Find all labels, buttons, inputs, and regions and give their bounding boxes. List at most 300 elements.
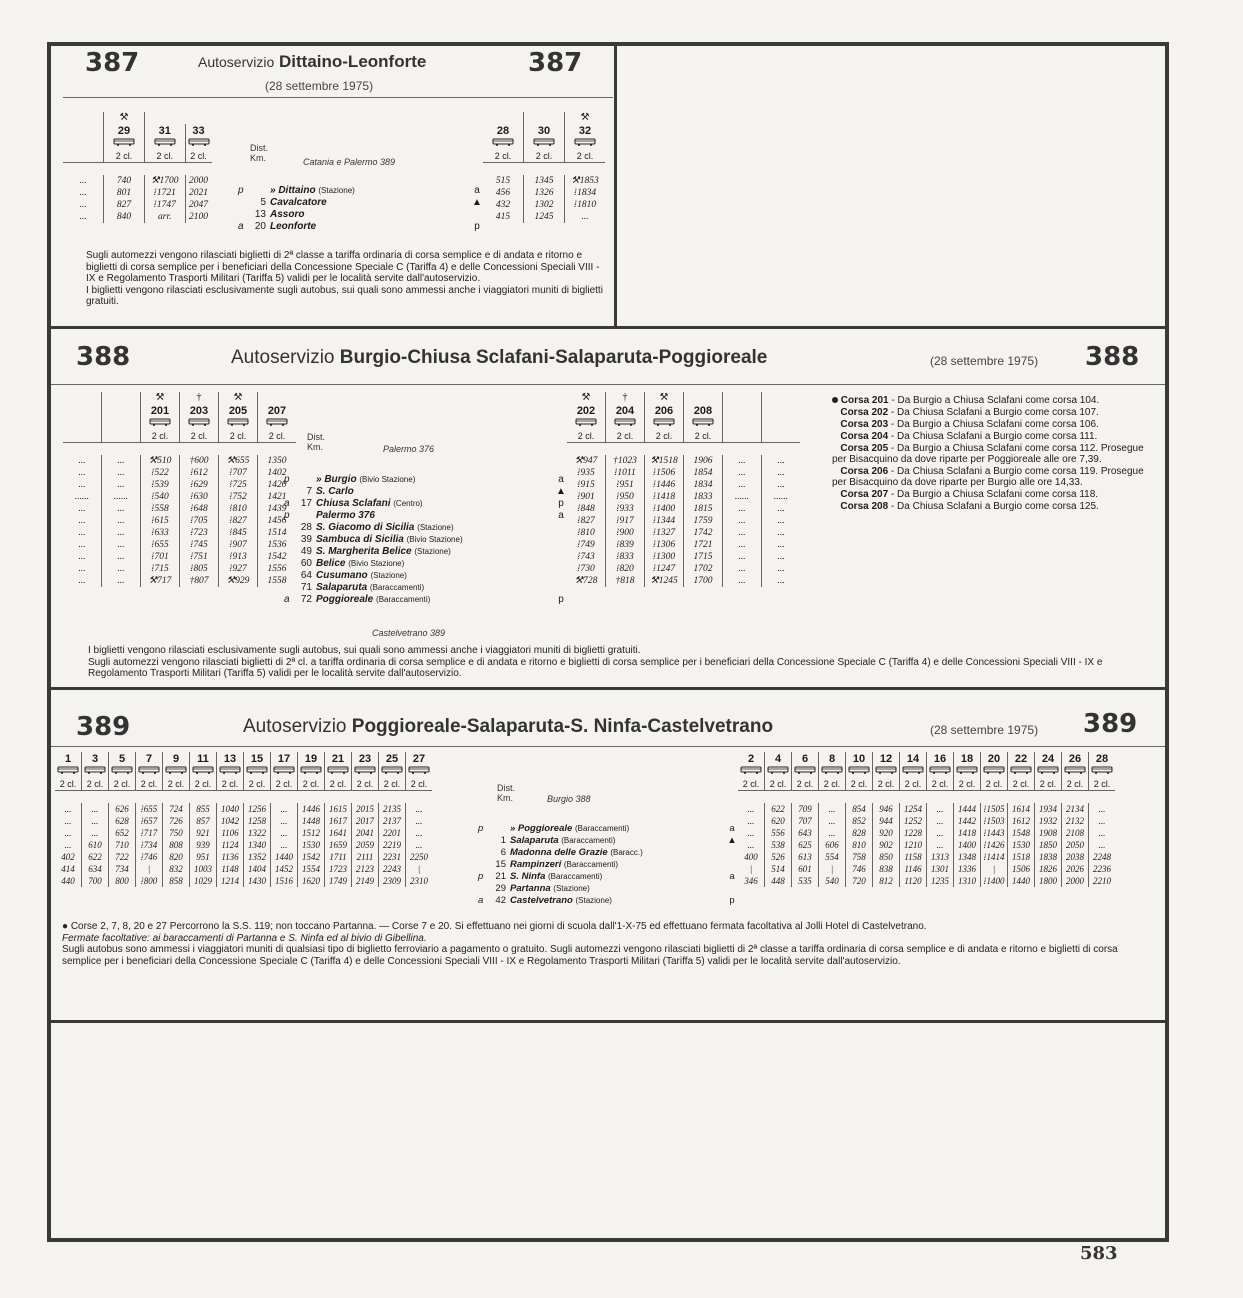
t387-left-num-1: 29 — [104, 124, 145, 138]
t389-left-cell: 750 — [163, 827, 190, 839]
bus-icon — [57, 766, 79, 774]
t389-left-cell: 820 — [163, 851, 190, 863]
t388-right-cell: ... — [723, 527, 762, 539]
date-389: (28 settembre 1975) — [930, 723, 1039, 737]
bus-icon — [217, 766, 244, 778]
t389-left-cell: ... — [64, 828, 72, 838]
t387-right-cell: 515 — [495, 176, 511, 186]
t389-right-class-12: 2 cl. — [1062, 778, 1089, 791]
bus-icon — [273, 766, 295, 774]
t388-left-cell: ⁞655 — [141, 539, 180, 551]
page-frame — [47, 42, 1169, 1242]
bus-icon — [792, 766, 819, 778]
bus-icon — [82, 766, 109, 778]
bus-icon — [185, 138, 212, 150]
t389-right-cell: 643 — [792, 827, 819, 839]
table-row — [567, 455, 800, 467]
bus-icon — [188, 138, 210, 146]
timetable-387-return — [483, 112, 605, 223]
t389-right-cell: 526 — [765, 851, 792, 863]
bus-icon — [653, 418, 675, 426]
t388-right-cell: 1715 — [684, 551, 723, 563]
t389-right-num-1: 4 — [765, 752, 792, 766]
t389-right-cell: ... — [1089, 815, 1116, 827]
t388-right-cell: ... — [762, 467, 801, 479]
t388-right-cell: ⁞1300 — [645, 551, 684, 563]
t388-right-cell: ⁞1011 — [606, 467, 645, 479]
bus-icon — [533, 138, 555, 146]
station-row: 6 Madonna delle Grazie (Baracc.) — [500, 847, 643, 858]
t389-right-cell: 1838 — [1035, 851, 1062, 863]
t389-right-cell: 2132 — [1062, 815, 1089, 827]
t389-left-cell: 652 — [109, 827, 136, 839]
t389-left-cell: 1620 — [298, 875, 325, 887]
t389-left-class-4: 2 cl. — [163, 778, 190, 791]
t389-right-cell: 601 — [792, 863, 819, 875]
t388-left-cell: ⁞723 — [180, 527, 219, 539]
t388-left-cell: ⁞927 — [219, 563, 258, 575]
t389-left-cell: ⁞800 — [136, 875, 163, 887]
t388-left-cell: †600 — [180, 455, 219, 467]
table-row — [738, 815, 1115, 827]
t388-right-cell: ... — [762, 539, 801, 551]
t389-left-cell: 622 — [82, 851, 109, 863]
t388-left-sym-1 — [102, 392, 141, 404]
table-row — [483, 175, 605, 187]
t389-left-cell: 1542 — [298, 851, 325, 863]
t389-right-cell: | — [981, 863, 1008, 875]
notes-387 — [86, 250, 611, 308]
station-name: Castelvetrano — [510, 895, 573, 906]
table-number-388-left: 388 — [76, 342, 131, 372]
bus-icon — [900, 766, 927, 778]
t389-left-class-7: 2 cl. — [244, 778, 271, 791]
t389-right-cell: ⁞1414 — [981, 851, 1008, 863]
station-name: Assoro — [270, 209, 305, 220]
t388-left-cell: ⁞558 — [141, 503, 180, 515]
table-row — [738, 851, 1115, 863]
t388-right-cell: ... — [723, 575, 762, 587]
t389-left-cell: 628 — [109, 815, 136, 827]
t388-right-cell: ⁞1418 — [645, 491, 684, 503]
bus-icon — [192, 766, 214, 774]
t387-left-cell: ⚒1700 — [145, 175, 186, 187]
t389-right-cell: 1228 — [900, 827, 927, 839]
t387-right-cell: ... — [565, 211, 606, 223]
t388-right-cell: ⁞933 — [606, 503, 645, 515]
bus-icon — [258, 418, 297, 430]
t389-left-cell: 1042 — [217, 815, 244, 827]
t388-left-cell: ⁞630 — [180, 491, 219, 503]
t388-right-cell: ... — [762, 515, 801, 527]
t388-left-cell: 1536 — [258, 539, 297, 551]
rule-389 — [51, 746, 1165, 747]
t389-right-cell: 538 — [765, 839, 792, 851]
bus-icon — [244, 766, 271, 778]
t389-right-num-9: 20 — [981, 752, 1008, 766]
table-row — [55, 863, 432, 875]
t389-left-num-10: 21 — [325, 752, 352, 766]
station-name: Salaparuta — [316, 582, 368, 593]
timetable-389-return — [738, 752, 1115, 887]
t388-left-cell: ⁞633 — [141, 527, 180, 539]
t389-right-num-11: 24 — [1035, 752, 1062, 766]
t389-left-cell: 2219 — [379, 839, 406, 851]
station-row: p » Poggioreale (Baraccamenti) a — [478, 823, 735, 834]
t389-left-cell: 1749 — [325, 875, 352, 887]
station-name: » Poggioreale — [510, 823, 573, 834]
bus-icon — [188, 418, 210, 426]
stations-387 — [238, 185, 483, 233]
t389-right-cell: 812 — [873, 875, 900, 887]
t387-right-cell: 1302 — [524, 199, 565, 211]
table-row — [567, 503, 800, 515]
connection-388-bottom: Castelvetrano 389 — [372, 628, 446, 638]
t388-left-cell: ⁞725 — [219, 479, 258, 491]
bus-icon — [1064, 766, 1086, 774]
t388-right-num-1: 204 — [606, 404, 645, 418]
t389-right-cell: 622 — [765, 803, 792, 815]
table-row — [567, 527, 800, 539]
t389-right-cell: ... — [927, 827, 954, 839]
t389-right-cell: 1934 — [1035, 803, 1062, 815]
t388-right-cell: ⚒947 — [574, 456, 598, 466]
t389-left-cell: 832 — [163, 863, 190, 875]
t388-left-cell: ...... — [74, 492, 90, 502]
table-row — [567, 515, 800, 527]
t387-left-num-3: 33 — [185, 124, 212, 138]
t388-left-cell: ⁞540 — [141, 491, 180, 503]
bus-icon — [84, 766, 106, 774]
t389-left-num-6: 13 — [217, 752, 244, 766]
t387-left-class-0 — [63, 150, 104, 163]
date-388: (28 settembre 1975) — [930, 354, 1039, 368]
t389-left-cell: 857 — [190, 815, 217, 827]
bus-icon — [983, 766, 1005, 774]
bus-icon — [266, 418, 288, 426]
t389-right-cell: 556 — [765, 827, 792, 839]
t389-left-class-10: 2 cl. — [325, 778, 352, 791]
t389-right-cell: ... — [1089, 827, 1116, 839]
t388-left-cell: ⁞629 — [180, 479, 219, 491]
t388-left-class-5: 2 cl. — [258, 430, 297, 443]
t388-left-cell: 1542 — [258, 551, 297, 563]
connection-388: Palermo 376 — [383, 444, 435, 454]
station-row: 7 S. Carlo ▲ — [306, 486, 566, 497]
t389-right-cell: 1800 — [1035, 875, 1062, 887]
t389-right-cell: 1336 — [954, 863, 981, 875]
stations-389 — [478, 823, 738, 907]
t388-left-cell: ⁞752 — [219, 491, 258, 503]
t389-left-cell: ... — [271, 803, 298, 815]
t389-left-cell: 2309 — [379, 875, 406, 887]
t389-left-cell: | — [136, 863, 163, 875]
t387-left-class-2: 2 cl. — [145, 150, 186, 163]
t389-right-cell: 1612 — [1008, 815, 1035, 827]
separator-387-388 — [51, 326, 1165, 329]
t389-right-class-4: 2 cl. — [846, 778, 873, 791]
bus-icon — [1035, 766, 1062, 778]
table-row — [63, 467, 296, 479]
bus-icon — [227, 418, 249, 426]
t389-right-cell: 1400 — [954, 839, 981, 851]
table-row — [63, 199, 212, 211]
t388-left-cell: ... — [78, 516, 86, 526]
t388-left-cell: ... — [102, 479, 141, 491]
t389-left-cell: 726 — [163, 815, 190, 827]
bus-icon — [575, 418, 597, 426]
connection-387: Catania e Palermo 389 — [303, 157, 396, 167]
t389-left-num-7: 15 — [244, 752, 271, 766]
t388-right-cell: ⁞1247 — [645, 563, 684, 575]
t389-right-cell: 1210 — [900, 839, 927, 851]
station-row: 49 S. Margherita Belice (Stazione) — [300, 546, 451, 557]
t389-left-cell: 1430 — [244, 875, 271, 887]
t389-right-class-3: 2 cl. — [819, 778, 846, 791]
t389-left-cell: 1003 — [190, 863, 217, 875]
t389-right-cell: ... — [1089, 803, 1116, 815]
t387-left-cell: 827 — [104, 199, 145, 211]
bus-icon — [300, 766, 322, 774]
t389-left-cell: 2250 — [406, 851, 433, 863]
t389-right-num-13: 28 — [1089, 752, 1116, 766]
table-row — [55, 827, 432, 839]
t389-left-num-12: 25 — [379, 752, 406, 766]
t388-right-cell: ⁞1446 — [645, 479, 684, 491]
station-name: Poggioreale — [316, 594, 374, 605]
t389-right-cell: ... — [747, 828, 755, 838]
t387-right-cell: 1326 — [524, 187, 565, 199]
bus-icon — [1062, 766, 1089, 778]
t389-right-cell: 1120 — [900, 875, 927, 887]
t389-left-num-0: 1 — [64, 753, 72, 765]
table-row — [567, 551, 800, 563]
table-number-387-right: 387 — [528, 48, 583, 78]
t388-right-cell: ⁞1306 — [645, 539, 684, 551]
dist-header-388: Dist. Km. — [307, 432, 325, 452]
station-row: p » Burgio (Bivio Stazione) a — [284, 474, 564, 485]
t388-left-cell: ⁞810 — [219, 503, 258, 515]
bus-icon — [567, 418, 606, 430]
t388-right-cell: ⁞901 — [577, 492, 595, 502]
t388-right-cell: ⁞915 — [577, 480, 595, 490]
corsa-note: Corsa 203 - Da Burgio a Chiusa Sclafani come corsa 106. — [840, 419, 1099, 430]
t388-right-cell: ⁞935 — [577, 468, 595, 478]
bus-icon — [723, 418, 762, 430]
t389-left-cell: 1723 — [325, 863, 352, 875]
note-389-1: ● Corse 2, 7, 8, 20 e 27 Percorrono la S.S. 119; non toccano Partanna. — Corse 7 e 20. Si effettuano nei giorni di scuola dall'1-X-75 ed effettuano fermata facoltativa al Jolli Hotel di Castelvetrano. — [62, 921, 927, 932]
t389-left-cell: 2243 — [379, 863, 406, 875]
bus-icon — [354, 766, 376, 774]
t388-left-cell: 1514 — [258, 527, 297, 539]
table-row — [55, 875, 432, 887]
t389-right-cell: 2000 — [1062, 875, 1089, 887]
t387-right-cell: 1345 — [524, 175, 565, 187]
t388-left-cell: 1421 — [258, 491, 297, 503]
t389-right-cell: ⁞1400 — [981, 875, 1008, 887]
table-row — [63, 527, 296, 539]
t389-left-class-9: 2 cl. — [298, 778, 325, 791]
t389-left-cell: 800 — [109, 875, 136, 887]
bus-icon — [927, 766, 954, 778]
t387-left-num-2: 31 — [145, 124, 186, 138]
table-row — [63, 187, 212, 199]
t387-right-class-2: 2 cl. — [565, 150, 606, 163]
t388-right-cell: ⁞730 — [577, 564, 595, 574]
bus-icon — [136, 766, 163, 778]
t389-right-cell: 758 — [846, 851, 873, 863]
bus-icon — [981, 766, 1008, 778]
table-row — [738, 863, 1115, 875]
t388-left-cell: ⁞913 — [219, 551, 258, 563]
table-row — [63, 503, 296, 515]
notes-389 — [62, 921, 1157, 967]
bus-icon — [645, 418, 684, 430]
bus-icon — [929, 766, 951, 774]
t388-right-class-4 — [723, 430, 762, 443]
t388-right-num-3: 208 — [684, 404, 723, 418]
bus-icon — [762, 418, 801, 430]
note-387-1: Sugli automezzi vengono rilasciati biglietti di 2ª classe a tariffa ordinaria di corsa semplice e di andata e ritorno e biglietti di corsa semplice per i beneficiari della Concessione Speciale C (Tariffa 4) e delle Concessioni Speciali VIII - IX e Regolamento Trasporti Militari (Tariffa 5) validi per le località servite dall'autoservizio. — [86, 250, 600, 284]
t387-right-cell: 432 — [495, 200, 511, 210]
t388-left-cell: ... — [78, 564, 86, 574]
bus-icon — [821, 766, 843, 774]
t388-right-cell: ... — [762, 551, 801, 563]
t388-right-cell: ⁞749 — [577, 540, 595, 550]
t389-right-cell: 620 — [765, 815, 792, 827]
table-row — [567, 467, 800, 479]
t388-left-cell: ⁞705 — [180, 515, 219, 527]
station-name: Palermo 376 — [316, 510, 375, 521]
t388-left-cell: ... — [102, 527, 141, 539]
t388-right-num-2: 206 — [645, 404, 684, 418]
t388-right-cell: 1742 — [684, 527, 723, 539]
bus-icon — [565, 138, 606, 150]
table-row — [483, 211, 605, 223]
bus-icon — [408, 766, 430, 774]
station-name: » Burgio — [316, 474, 357, 485]
t388-right-cell: ... — [723, 551, 762, 563]
t388-left-cell: ... — [102, 551, 141, 563]
table-row — [55, 815, 432, 827]
t389-left-cell: 1615 — [325, 803, 352, 815]
t388-left-cell: ... — [78, 540, 86, 550]
t388-left-cell: ⁞827 — [219, 515, 258, 527]
t388-right-num-0: 202 — [576, 405, 596, 417]
t387-right-num-2: 32 — [565, 124, 606, 138]
station-row: 71 Salaparuta (Baraccamenti) — [300, 582, 425, 593]
t389-left-cell: ... — [406, 815, 433, 827]
table-row — [483, 187, 605, 199]
t389-right-class-8: 2 cl. — [954, 778, 981, 791]
t389-right-cell: 810 — [846, 839, 873, 851]
corsa-note: Corsa 204 - Da Chiusa Sclafani a Burgio come corsa 111. — [840, 431, 1098, 442]
bus-icon — [219, 766, 241, 774]
t388-left-cell: ⚒929 — [219, 575, 258, 587]
bus-icon — [113, 138, 135, 146]
t388-left-cell: ⁞715 — [141, 563, 180, 575]
t389-left-cell: ⁞657 — [136, 815, 163, 827]
station-name: Salaparuta — [510, 835, 559, 846]
bus-icon — [524, 138, 565, 150]
station-row: a 20 Leonforte p — [238, 221, 480, 232]
t389-left-cell: 402 — [61, 852, 75, 862]
t387-right-cell: 456 — [495, 188, 511, 198]
title-387: Autoservizio Dittaino-Leonforte — [198, 52, 427, 71]
t389-right-cell: ⁞1426 — [981, 839, 1008, 851]
connection-389: Burgio 388 — [547, 794, 591, 804]
t388-left-cell: ⁞615 — [141, 515, 180, 527]
bus-icon — [684, 418, 723, 430]
t388-left-num-5: 207 — [258, 404, 297, 418]
t388-left-cell: ⁞539 — [141, 479, 180, 491]
t389-right-num-2: 6 — [792, 752, 819, 766]
t389-left-cell: 734 — [109, 863, 136, 875]
t388-right-cell: ... — [723, 563, 762, 575]
t388-right-cell: 1834 — [684, 479, 723, 491]
t389-left-cell: 1446 — [298, 803, 325, 815]
t389-right-class-9: 2 cl. — [981, 778, 1008, 791]
t388-right-cell: ... — [762, 527, 801, 539]
t388-left-class-0 — [63, 430, 102, 443]
t389-left-cell: 1404 — [244, 863, 271, 875]
rule-387 — [63, 97, 613, 98]
t389-right-cell: 2236 — [1089, 863, 1116, 875]
t389-left-cell: 2041 — [352, 827, 379, 839]
t388-left-cell: ... — [102, 563, 141, 575]
t389-left-class-13: 2 cl. — [406, 778, 433, 791]
station-row: 13 Assoro — [254, 209, 305, 220]
t388-right-cell: 1700 — [684, 575, 723, 587]
bus-icon — [163, 766, 190, 778]
table-row — [63, 551, 296, 563]
t388-right-class-3: 2 cl. — [684, 430, 723, 443]
t389-left-cell: ... — [406, 839, 433, 851]
t388-left-cell: ⚒717 — [141, 575, 180, 587]
separator-389-end — [51, 1020, 1165, 1023]
t389-right-num-5: 12 — [873, 752, 900, 766]
t389-right-cell: 1158 — [900, 851, 927, 863]
table-row — [567, 575, 800, 587]
t389-right-cell: 400 — [744, 852, 758, 862]
t389-right-cell: 346 — [744, 876, 758, 886]
t389-right-cell: ... — [927, 815, 954, 827]
divider-387 — [614, 44, 617, 328]
t389-left-cell: 2111 — [352, 851, 379, 863]
table-row — [63, 491, 296, 503]
t388-left-cell: ... — [102, 539, 141, 551]
table-row — [63, 575, 296, 587]
t388-right-cell: ⚒1518 — [645, 455, 684, 467]
station-name: Belice — [316, 558, 346, 569]
t388-left-cell: ⁞751 — [180, 551, 219, 563]
t388-right-cell: ⁞810 — [577, 528, 595, 538]
t389-right-cell: 720 — [846, 875, 873, 887]
t388-left-cell: 1402 — [258, 467, 297, 479]
t388-right-cell: 1833 — [684, 491, 723, 503]
bus-icon — [794, 766, 816, 774]
t388-left-cell: ... — [78, 480, 86, 490]
t388-right-cell: ⚒1245 — [645, 575, 684, 587]
station-row: 39 Sambuca di Sicilia (Bivio Stazione) — [300, 534, 463, 545]
bus-icon — [352, 766, 379, 778]
t389-right-cell: 2050 — [1062, 839, 1089, 851]
t388-left-cell: ... — [102, 503, 141, 515]
t388-left-cell: ⁞612 — [180, 467, 219, 479]
t388-right-cell: ... — [723, 479, 762, 491]
t388-left-sym-4: ⚒ — [219, 392, 258, 404]
bus-icon — [109, 766, 136, 778]
